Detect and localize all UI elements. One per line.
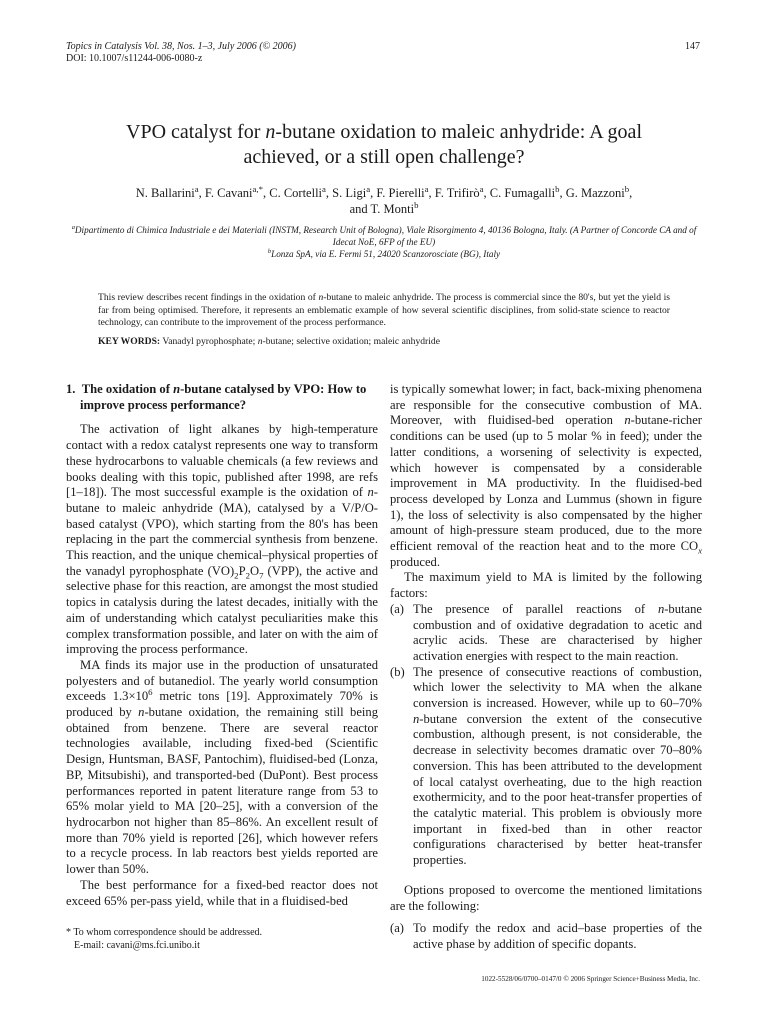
author-affil-mark: b (555, 183, 560, 194)
author-name: C. Cortelli (269, 186, 323, 200)
and-word: and (349, 202, 368, 216)
doi: DOI: 10.1007/s11244-006-0080-z (66, 53, 203, 64)
paragraph: is typically somewhat lower; in fact, back-mixing phenomena are responsible for the consecutive combustion of MA. Moreover, with fluidised-bed operation n-butane-richer conditions can be used (up to 5 molar % in feed); under the latter conditions, a worsening of selectivity is expected, which however is compensated by a considerable improvement in MA productivity. In the fluidised-bed process developed by Lonza and Lummus (shown in figure 1), the loss of selectivity is also compensated by the higher amount of high-pressure steam produced, due to the more efficient removal of the reaction heat and to the more $CO_x$ produced. (390, 382, 702, 569)
author-name: C. Fumagalli (489, 186, 556, 200)
right-column (390, 382, 702, 953)
paragraph: Options proposed to overcome the mentioned limitations are the following: (390, 882, 702, 913)
affiliations: $^a$Dipartimento di Chimica Industriale e dei Materiali (INSTM, Research Unit of Bologna), Viale Risorgimento 4, 40136 Bologna, Italy. (A Partner of Concorde CA and of Idecat NoE, 6FP of the EU) $^b$Lonza SpA, via E. Fermi 51, 24020 Scanzorosciate (BG), Italy (71, 223, 697, 259)
email-address: E-mail: cavani@ms.fci.unibo.it (74, 940, 200, 951)
author-name: F. Trifirò (434, 186, 480, 200)
article-title: VPO catalyst for n-butane oxidation to maleic anhydride: A goal achieved, or a still open challenge? (126, 121, 642, 168)
paragraph: MA finds its major use in the production of unsaturated polyesters and of butanediol. The yearly world consumption exceeds $1.3\times 10^6$ metric tons [19]. Approximately 70% is produced by n-butane oxidation, the remaining still being obtained from benzene. There are several reactor technologies available, including fixed-bed (Scientific Design, Huntsman, BASF, Pantochim), fluidised-bed (Lonza, BP, Mitsubishi), and transported-bed (DuPont). Best process performances reported in patent literature range from 53 to 65% molar yield to MA [20–25], with a conversion of the hydrocarbon not higher than 85–86%. An excellent result of more than 70% yield is reported [26], which however refers to a recycle process. In lab reactors best yields reported are lower than 50%. (66, 657, 379, 877)
affiliation-a: Dipartimento di Chimica Industriale e dei Materiali (INSTM, Research Unit of Bologna), Viale Risorgimento 4, 40136 Bologna, Italy. (A Partner of Concorde CA and of Idecat NoE, 6FP of the EU) (74, 225, 697, 247)
author-affil-mark: a (194, 183, 199, 194)
author-affil-mark: a (479, 183, 484, 194)
copyright-footer: 1022-5528/06/0700–0147/0 © 2006 Springer Science+Business Media, Inc. (481, 975, 700, 983)
author-affil-mark: a (424, 183, 429, 194)
author-affil-mark: b (624, 183, 630, 194)
author-affil-mark: a (322, 183, 326, 194)
affiliation-b: Lonza SpA, via E. Fermi 51, 24020 Scanzorosciate (BG), Italy (271, 249, 501, 259)
author-list: N. Ballarini$^a$, F. Cavani$^{a,*}$, C. Cortelli$^a$, S. Ligi$^a$, F. Pierelli$^a$, F. Trifirò$^a$, C. Fumagalli$^b$, G. Mazzoni$^b$, and T. Monti$^b$ (135, 183, 633, 216)
author-name: G. Mazzoni (565, 186, 625, 200)
left-column (66, 382, 378, 909)
keywords: KEY WORDS: Vanadyl pyrophosphate; n-butane; selective oxidation; maleic anhydride (98, 336, 440, 347)
list-item: (a) To modify the redox and acid–base properties of the active phase by addition of specific dopants. (390, 921, 702, 951)
journal-citation: Topics in Catalysis Vol. 38, Nos. 1–3, July 2006 (© 2006) (66, 41, 297, 52)
paragraph: The activation of light alkanes by high-temperature contact with a redox catalyst represents one way to transform these hydrocarbons to valuable chemicals (a few reviews and books dealing with this topic, published after 1998, are refs [1–18]). The most successful example is the oxidation of n-butane to maleic anhydride (MA), catalysed by a V/P/O-based catalyst (VPO), which starting from the 80's has been replacing in the part the commercial synthesis from benzene. This reaction, and the unique chemical–physical properties of the vanadyl pyrophosphate $(VO)_2P_2O_7$ (VPP), the active and selective phase for this reaction, are amongst the most studied topics in catalysis during the latest decades, initially with the aim of understanding which catalyst peculiarities make this complex transformation possible, and later on with the aim of improving the process performance. (66, 422, 378, 657)
author-name: S. Ligi (332, 186, 367, 200)
keywords-label: KEY WORDS: (98, 336, 161, 347)
list-item: (a) The presence of parallel reactions of n-butane combustion and of oxidative degradation to acetic and acrylic acids. These are characterised by higher activation energies with respect to the main reaction. (390, 601, 702, 663)
author-name: T. Monti (370, 202, 415, 216)
author-affil-mark: a,* (252, 183, 263, 194)
author-name: F. Pierelli (376, 186, 425, 200)
paragraph: The maximum yield to MA is limited by the following factors: (390, 570, 702, 601)
author-affil-mark: b (414, 199, 419, 210)
footnote: * To whom correspondence should be addressed. E-mail: cavani@ms.fci.unibo.it (66, 926, 378, 952)
list-item: (b) The presence of consecutive reactions of combustion, which lower the selectivity to MA when the alkane conversion is increased. However, while up to 60–70% n-butane conversion the extent of the consecutive combustion, although present, is not considerable, the decrease in selectivity becomes dramatic over 70–80% conversion. This has been attributed to the development of local catalyst overheating, due to the high reaction exothermicity, and to the poor heat-transfer properties of the catalytic material. This problem is obviously more important in fixed-bed than in other reactor configurations characterised by better heat-transfer properties. (390, 664, 702, 868)
author-name: N. Ballarini (135, 186, 195, 200)
paragraph: The best performance for a fixed-bed reactor does not exceed 65% per-pass yield, while that in a fluidised-bed (66, 877, 378, 908)
section-heading: 1. The oxidation of n-butane catalysed by VPO: How to improve process performance? (66, 382, 367, 412)
running-header (66, 41, 296, 65)
author-affil-mark: a (366, 183, 371, 194)
abstract: This review describes recent findings in the oxidation of n-butane to maleic anhydride. The process is commercial since the 80's, but yet the yield is far from being optimised. Therefore, it represents an emblematic example of how several scientific disciplines, from solid-state science to reactor technology, can contribute to the improvement of the process performance. (98, 292, 670, 329)
author-name: F. Cavani (204, 186, 253, 200)
page-number: 147 (685, 41, 700, 52)
